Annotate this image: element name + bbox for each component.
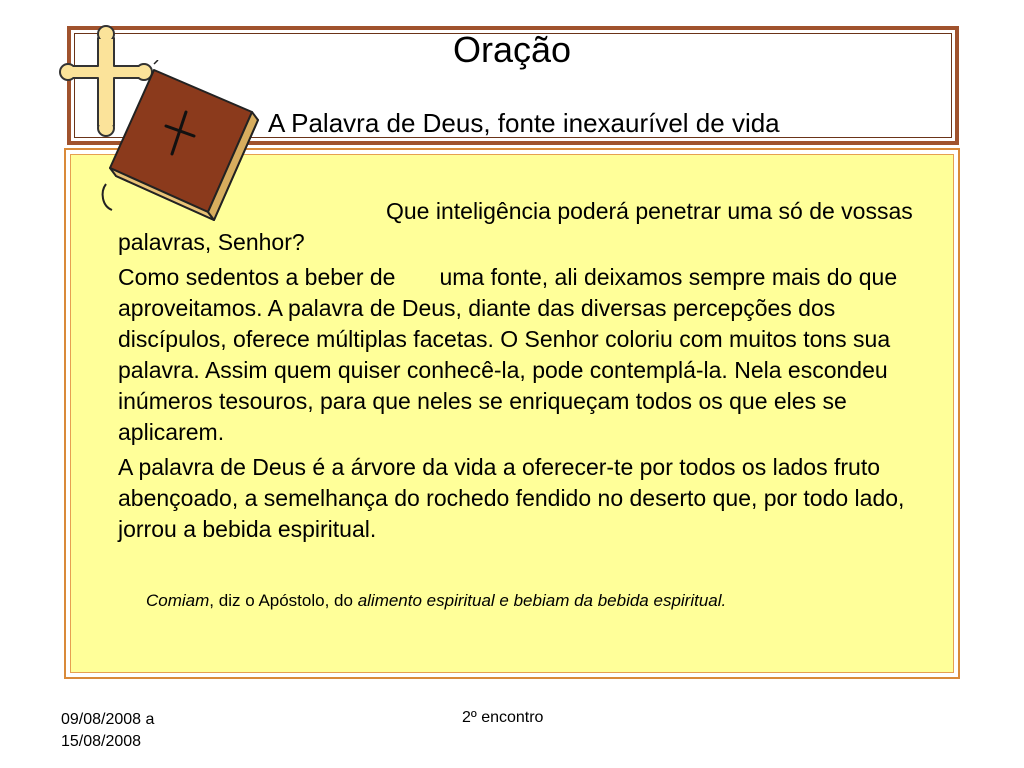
paragraph-2-rest: uma fonte, ali deixamos sempre mais do que aproveitamos. A palavra de Deus, diante das diversas percepções dos discípulos, oferece múltiplas facetas. O Senhor coloriu com muitos tons sua palavra. Assim quem quiser conhecê-la, pode contemplá-la. Nela escondeu inúmeros tesouros, para que neles se enriqueçam todos os que eles se aplicarem. — [118, 264, 898, 445]
body-text — [118, 196, 948, 549]
paragraph-1: Que inteligência poderá penetrar uma só de vossas palavras, Senhor? — [118, 198, 913, 255]
slide-title: Oração — [452, 29, 572, 70]
footer-date: 09/08/2008 a 15/08/2008 — [61, 711, 155, 750]
quote-part-1: Comiam — [146, 591, 210, 610]
quote-part-3: alimento espiritual e bebiam da bebida espiritual. — [357, 591, 727, 610]
footer-center: 2º encontro — [462, 709, 544, 726]
slide-subtitle: A Palavra de Deus, fonte inexaurível de vida — [268, 108, 780, 138]
quote-line — [146, 588, 726, 614]
paragraph-2 — [118, 262, 948, 448]
paragraph-3: A palavra de Deus é a árvore da vida a oferecer-te por todos os lados fruto abençoado, a semelhança do rochedo fendido no deserto que, por todo lado, jorrou a bebida espiritual. — [118, 454, 905, 542]
paragraph-2-start: Como sedentos a beber de — [118, 264, 396, 290]
bible-icon — [96, 60, 276, 230]
quote-part-2: , diz o Apóstolo, do — [209, 591, 358, 610]
